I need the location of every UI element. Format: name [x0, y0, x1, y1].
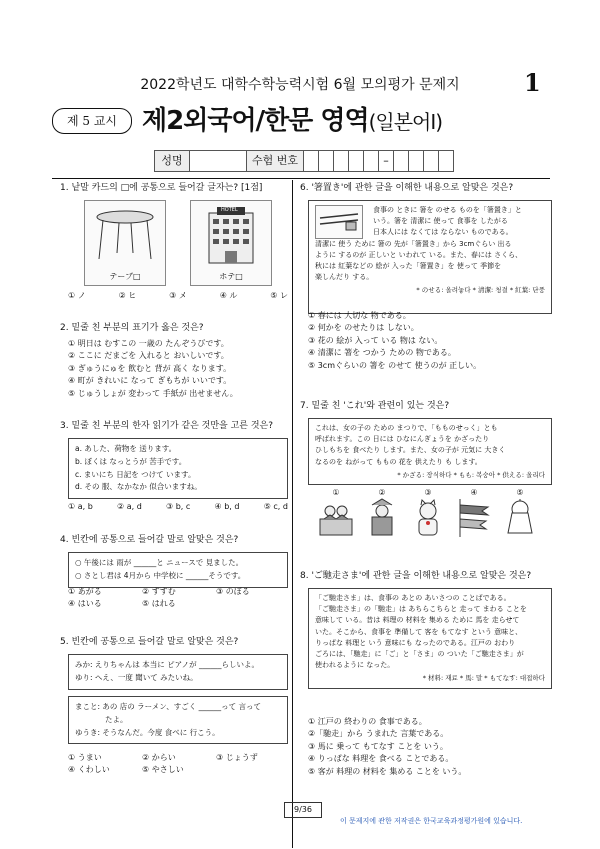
exam-no-cell[interactable]	[304, 151, 319, 171]
q6-gloss: * のせる: 올려놓다 * 清潔: 청결 * 紅葉: 단풍	[416, 286, 545, 295]
q1-prompt: 1. 낱말 카드의 □에 공통으로 들어갈 글자는? [1점]	[60, 183, 263, 193]
q7-option-4[interactable]	[454, 488, 494, 539]
q3-line: b. ぼくは なっとうが 苦手です。	[75, 456, 187, 466]
chopstick-rest-icon	[316, 206, 362, 238]
q6-passage-line: 秋には 紅葉などの 絵が 入った「箸置き」を 使って 季節を	[315, 261, 502, 270]
option[interactable]: ④ りっぱな 料理を 食べる ことである。	[308, 754, 454, 764]
samurai-doll-icon	[362, 497, 402, 537]
q7-option-1[interactable]	[316, 488, 356, 539]
subject-main: 제2외국어/한문 영역	[142, 106, 369, 136]
option-number: ②	[378, 488, 386, 497]
q4-box	[68, 552, 288, 588]
q7-gloss: * かざる: 장식하다 * もも: 복숭아 * 供える: 올리다	[397, 470, 545, 479]
q7-option-2[interactable]	[362, 488, 402, 539]
option-number: ④	[470, 488, 478, 497]
q1-card2-label: ホテ□	[219, 272, 243, 281]
option[interactable]: ③ 花の 絵が 入って いる 物は ない。	[308, 335, 443, 345]
q8-passage-line: 「ご馳走さま」の「馳走」は あちらこちらと 走って まわる ことを	[315, 605, 527, 614]
q8-options	[308, 716, 548, 778]
q5-line: ゆり: へえ、一度 聞いて みたいね。	[75, 672, 198, 682]
option[interactable]: ⑤ 客が 料理の 材料を 集める ことを いう。	[308, 766, 467, 776]
name-field[interactable]	[190, 151, 247, 171]
q6-passage-line: 食事の ときに 箸を のせる ものを「箸置き」と	[373, 206, 522, 214]
option[interactable]: ① うまい	[68, 753, 102, 762]
page-number: 1	[524, 68, 541, 97]
option[interactable]: ① あがる	[68, 587, 102, 596]
option[interactable]: ②「馳走」から うまれた 言葉である。	[308, 729, 449, 739]
q2-line[interactable]: ⑤ じゅうしょが 変わって 手紙が 出せません。	[68, 388, 238, 398]
q1-card1-label: テーブ□	[109, 272, 141, 281]
header-rule	[52, 178, 550, 179]
exam-no-cell[interactable]	[439, 151, 453, 171]
question-8	[300, 570, 550, 584]
q1-card-table	[84, 200, 166, 286]
q7-option-5[interactable]	[500, 488, 540, 539]
carp-streamer-icon	[454, 497, 494, 537]
q8-passage-line: 意味して いる。昔は 料理の 材料を 集める ために 馬を 走らせて	[315, 616, 520, 625]
option-number: ①	[332, 488, 340, 497]
q5-line: みか: えりちゃんは 本当に ピアノが ______らしいよ。	[75, 660, 259, 669]
lucky-cat-icon	[408, 497, 448, 537]
exam-no-cell[interactable]	[394, 151, 409, 171]
q8-passage-line: 使われるように なった。	[315, 661, 395, 670]
name-label: 성명	[155, 151, 190, 171]
option[interactable]: ④ 清潔に 箸を つかう ための 物である。	[308, 348, 456, 358]
question-3	[60, 420, 286, 434]
q6-prompt: 6. '箸置き'에 관한 글을 이해한 내용으로 알맞은 것은?	[300, 183, 514, 193]
q6-passage-line: 日本人には なくては ならない ものである。	[373, 228, 513, 237]
option[interactable]: ④ くわしい	[68, 765, 110, 775]
q8-passage-line: りっぱな 料理と いう 意味にも なったのである。江戸の おわり	[315, 638, 516, 647]
exam-no-dash: –	[379, 151, 394, 171]
q2-line[interactable]: ③ ぎゅうにゅを 飲むと 背が 高く なります。	[68, 363, 232, 373]
option[interactable]: ② 何かを のせたりは しない。	[308, 323, 419, 333]
question-7	[300, 400, 550, 414]
option[interactable]: ① 春には 大切な 物である。	[308, 311, 411, 320]
exam-no-cell[interactable]	[364, 151, 379, 171]
option[interactable]: ⑤ 3cmぐらいの 箸を のせて 使うのが 正しい。	[308, 360, 482, 370]
q6-passage-line: ように するのが 正しいと いわれて いる。また、春には さくら、	[315, 250, 523, 259]
q4-prompt: 4. 빈칸에 공통으로 들어갈 말로 알맞은 것은?	[60, 535, 239, 545]
question-2	[60, 322, 286, 400]
q5-line: たよ。	[105, 714, 128, 724]
option[interactable]: ④ b, d	[214, 502, 240, 511]
q4-line: ○ さとし君は 4月から 中学校に ______そうです。	[75, 570, 246, 580]
option[interactable]: ③ メ	[169, 291, 187, 300]
q8-prompt: 8. 'ご馳走さま'에 관한 글을 이해한 내용으로 알맞은 것은?	[300, 571, 532, 581]
exam-no-cell[interactable]	[409, 151, 424, 171]
table-icon	[85, 201, 165, 267]
q5-box-1	[68, 654, 288, 690]
option[interactable]: ③ のぼる	[216, 587, 250, 596]
q7-option-3[interactable]	[408, 488, 448, 539]
q7-prompt: 7. 밑줄 친 'これ'와 관련이 있는 것은?	[300, 401, 450, 411]
option-number: ⑤	[516, 488, 524, 497]
q5-line: ゆうき: そうなんだ。今度 食べに 行こう。	[75, 727, 220, 737]
option[interactable]: ① 江戸の 終わりの 食事である。	[308, 717, 427, 726]
q5-options	[68, 752, 288, 777]
option[interactable]: ④ ル	[219, 291, 238, 300]
q6-passage-line: いう。箸を 清潔に 使って 食事を したがる	[373, 217, 508, 226]
q7-passage-line: 呼ばれます。この 日には ひなにんぎょうを かざったり	[315, 435, 490, 444]
q3-box	[68, 438, 288, 499]
exam-no-cell[interactable]	[349, 151, 364, 171]
exam-title: 2022학년도 대학수학능력시험 6월 모의평가 문제지	[140, 77, 460, 93]
chopsticks-illustration	[315, 205, 363, 239]
q6-passage-line: 楽しんだり する。	[315, 273, 374, 282]
q8-box	[308, 588, 552, 689]
column-divider	[292, 180, 293, 848]
name-exam-row	[154, 150, 454, 172]
q2-line[interactable]: ④ 町が きれいに なって ぎもちが いいです。	[68, 376, 232, 386]
option[interactable]: ② すすむ	[142, 587, 176, 596]
q3-line: c. まいにち 日記を つけて います。	[75, 469, 196, 479]
option[interactable]: ③ じょうず	[216, 753, 258, 762]
period-badge: 제 5 교시	[52, 108, 132, 134]
question-4	[60, 534, 286, 548]
option[interactable]: ③ 馬に 乗って もてなす ことを いう。	[308, 741, 448, 751]
option[interactable]: ⑤ やさしい	[142, 765, 184, 775]
option[interactable]: ② ヒ	[118, 291, 137, 300]
copyright-note: 이 문제지에 관한 저작권은 한국교육과정평가원에 있습니다.	[340, 817, 523, 825]
option-number: ③	[424, 488, 432, 497]
q6-options	[308, 310, 548, 372]
page-indicator: 9/36	[284, 802, 322, 818]
q8-passage-line: 「ご馳走さま」は、食事の あとの あいさつの ことばである。	[315, 594, 511, 602]
option[interactable]: ② a, d	[117, 502, 142, 511]
option[interactable]: ⑤ レ	[270, 291, 288, 300]
option[interactable]: ⑤ c, d	[263, 502, 288, 511]
q5-line: まこと: あの 店の ラーメン、すごく ______って 言って	[75, 702, 261, 711]
q1-options	[68, 290, 288, 301]
option[interactable]: ③ b, c	[166, 502, 191, 511]
option[interactable]: ① ノ	[68, 291, 86, 300]
subject-title	[142, 100, 442, 137]
q2-line[interactable]: ② ここに だまごを 入れると おいしいです。	[68, 351, 229, 361]
q6-box	[308, 200, 552, 314]
q3-line: d. その 服、なかなか 似合いますね。	[75, 482, 202, 492]
q6-passage-line: 清潔に 使う ために 箸の 先が「箸置き」から 3cmぐらい 出る	[315, 239, 512, 248]
question-5	[60, 636, 286, 650]
q7-options	[316, 488, 540, 539]
q3-options	[68, 502, 288, 511]
footer-total: 36	[301, 805, 312, 814]
q2-prompt: 2. 밑줄 친 부분의 표기가 옳은 것은?	[60, 323, 204, 333]
footer-page: 9	[294, 805, 300, 814]
q8-gloss: * 材料: 재료 * 馬: 말 * もてなす: 대접하다	[422, 674, 545, 683]
q4-line: ○ 午後には 雨が ______と ニュースで 見ました。	[75, 558, 244, 567]
q8-passage-line: ごろには、「馳走」に「ご」と「さま」の ついた「ご馳走さま」が	[315, 649, 524, 658]
q7-passage-line: これは、女の子の ための まつりで、「もものせっく」とも	[315, 424, 498, 432]
q4-options	[68, 586, 288, 611]
option[interactable]: ④ はいる	[68, 599, 102, 609]
option[interactable]: ② からい	[142, 753, 176, 762]
hina-doll-icon	[316, 497, 356, 537]
subject-sub: (일본어Ⅰ)	[368, 110, 443, 134]
q2-line[interactable]: ① 明日は むすこの 一歳の たんぞうびです。	[68, 338, 229, 348]
teru-teru-bozu-icon	[500, 497, 540, 537]
exam-no-label: 수험 번호	[247, 151, 304, 171]
hotel-sign: HOTEL	[221, 207, 238, 213]
q7-box	[308, 418, 552, 485]
q7-passage-line: ひしもちを 食べたり します。また、女の子が 元気に 大きく	[315, 446, 506, 455]
q8-passage-line: いた。そこから、食事を 準備して 客を もてなす という 意味と、	[315, 627, 523, 636]
option[interactable]: ⑤ はれる	[142, 599, 176, 609]
q3-line: a. あした、荷物を 送ります。	[75, 444, 177, 453]
q5-box-2	[68, 696, 288, 744]
option[interactable]: ① a, b	[68, 502, 93, 511]
exam-no-cell[interactable]	[424, 151, 439, 171]
exam-no-cell[interactable]	[334, 151, 349, 171]
q3-prompt: 3. 밑줄 친 부분의 한자 읽기가 같은 것만을 고른 것은?	[60, 421, 273, 431]
exam-no-cell[interactable]	[319, 151, 334, 171]
question-6	[300, 182, 550, 196]
q7-passage-line: なるのを ねがって ももの 花を 供えたり も します。	[315, 457, 482, 466]
question-1	[60, 182, 286, 196]
q1-card-hotel	[190, 200, 272, 286]
q5-prompt: 5. 빈칸에 공통으로 들어갈 말로 알맞은 것은?	[60, 637, 239, 647]
